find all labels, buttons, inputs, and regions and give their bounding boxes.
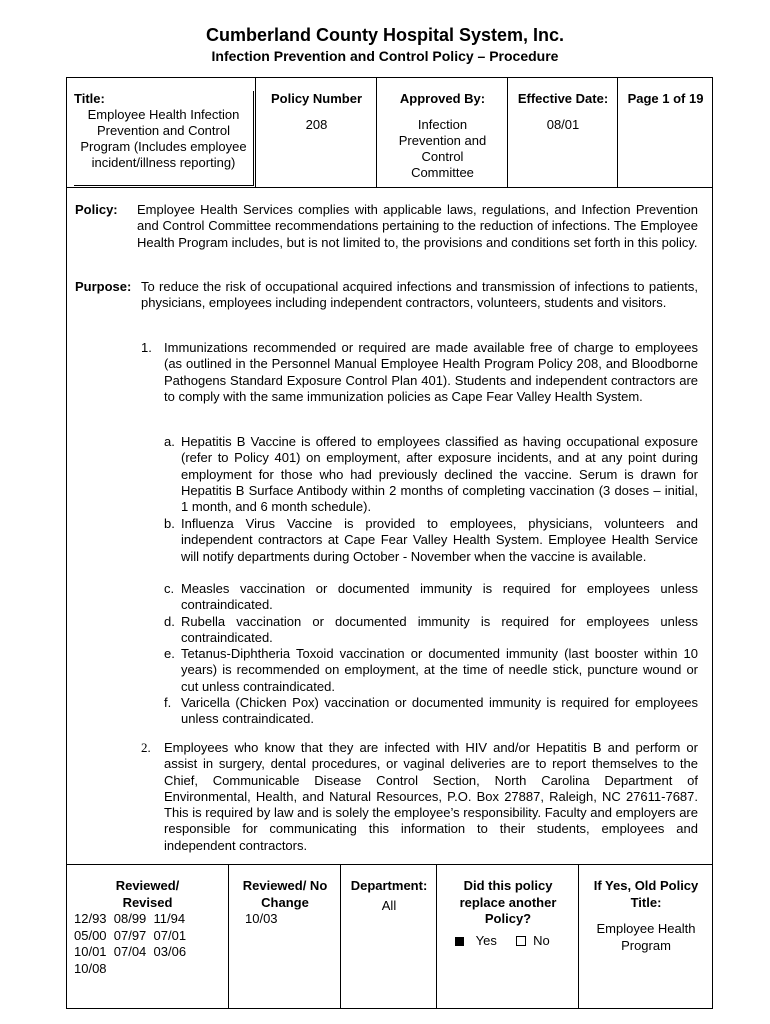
- policy-info-table: [67, 78, 712, 188]
- replace-cell: [436, 865, 579, 1009]
- subitem-text: Rubella vaccination or documented immunity is required for employees unless contraindicated.: [181, 614, 698, 646]
- document-header: [0, 24, 770, 65]
- reviewed-revised-label: Reviewed/ Revised: [115, 878, 180, 910]
- subitem-text: Influenza Virus Vaccine is provided to employees, physicians, volunteers and independent contractors at Cape Fear Valley Health System. Employee Health Service will notify departments during October - November when the vaccine is available.: [181, 516, 698, 564]
- page-label: Page 1 of 19: [627, 91, 704, 106]
- item-number: 2.: [141, 740, 151, 755]
- item-text: Immunizations recommended or required are made available free of charge to employees (as outlined in the Personnel Manual Employee Health Program Policy 208, and Bloodborne Pathogens Standard Exposure Control Plan 401). Students and independent contractors are to comply with the same immunization policies as Cape Fear Valley Health System.: [164, 340, 698, 404]
- subitem-letter: a.: [164, 434, 175, 449]
- reviewed-nochange-value: 10/03: [245, 911, 278, 926]
- title-label: Title:: [74, 91, 105, 106]
- replace-options: [455, 933, 579, 950]
- unchecked-box-icon[interactable]: [516, 936, 526, 946]
- approved-by-cell: [376, 78, 508, 187]
- subitem-text: Varicella (Chicken Pox) vaccination or documented immunity is required for employees unless contraindicated.: [181, 695, 698, 727]
- reviewed-revised-dates: [74, 911, 228, 977]
- department-cell: [340, 865, 437, 1009]
- policy-type: Infection Prevention and Control Policy – Procedure: [211, 48, 559, 64]
- subitem-letter: f.: [164, 695, 172, 710]
- old-title-value: Employee Health Program: [596, 921, 696, 953]
- checked-box-icon[interactable]: [455, 937, 464, 946]
- effective-date-value: 08/01: [546, 117, 580, 132]
- no-label: No: [533, 932, 550, 948]
- department-value: All: [381, 897, 397, 913]
- subitem-letter: b.: [164, 516, 175, 531]
- subitem-letter: e.: [164, 646, 175, 661]
- subitem-text: Measles vaccination or documented immunity is required for employees unless contraindicated.: [181, 581, 698, 613]
- policy-number-value: 208: [305, 117, 328, 132]
- title-value: Employee Health Infection Prevention and Control Program (Includes employee incident/illness reporting): [80, 107, 247, 170]
- subitem-text: Tetanus-Diphtheria Toxoid vaccination or documented immunity (last booster within 10 years) is recommended on employment, at the time of needle stick, puncture wound or cut unless contraindicated.: [181, 646, 698, 694]
- effective-date-label: Effective Date:: [517, 91, 609, 106]
- purpose-text: To reduce the risk of occupational acquired infections and transmission of infections to patients, physicians, employees including independent contractors, volunteers, students and visitors.: [141, 279, 698, 311]
- subitem-text: Hepatitis B Vaccine is offered to employees classified as having occupational exposure (refer to Policy 401) on employment, after exposure incidents, and at any point during employment for those who had previously declined the vaccine. Serum is drawn for Hepatitis B Surface Antibody within 2 months of completing vaccination (3 doses – initial, 1 month, and 6 month schedule).: [181, 434, 698, 515]
- effective-date-cell: [507, 78, 618, 187]
- item-number: 1.: [141, 340, 152, 355]
- revision-dates-line: 12/93 08/99 11/94: [74, 911, 186, 926]
- reviewed-nochange-label: Reviewed/ No Change: [242, 878, 328, 910]
- revision-dates-line: 05/00 07/97 07/01: [74, 927, 187, 943]
- policy-text: Employee Health Services complies with applicable laws, regulations, and Infection Prevention and Control Committee recommendations pertaining to the reduction of infections. The Employee Health Program includes, but is not limited to, the provisions and conditions set forth in this policy.: [137, 202, 698, 250]
- policy-label: Policy:: [75, 202, 118, 217]
- subitem-letter: c.: [164, 581, 175, 596]
- department-label: Department:: [350, 878, 428, 893]
- purpose-label: Purpose:: [75, 279, 132, 294]
- old-title-cell: [578, 865, 713, 1009]
- old-title-label: If Yes, Old Policy Title:: [593, 878, 699, 910]
- policy-number-cell: [255, 78, 377, 187]
- review-table: [67, 864, 712, 1009]
- approved-by-value: Infection Prevention and Control Committee: [398, 117, 487, 180]
- item-text: Employees who know that they are infected with HIV and/or Hepatitis B and perform or assist in surgery, dental procedures, or vaginal deliveries are to report themselves to the Chief, Communicable Disease Control Section, North Carolina Department of Environmental, Health, and Natural Resources, P.O. Box 27887, Raleigh, NC 27611-7687. This is required by law and is solely the employee’s responsibility. Faculty and employers are responsible for communicating this information to their students, employees and independent contractors.: [164, 740, 698, 853]
- yes-label: Yes: [475, 932, 497, 948]
- policy-number-label: Policy Number: [270, 91, 363, 106]
- subitem-letter: d.: [164, 614, 175, 629]
- replace-label: Did this policy replace another Policy?: [459, 878, 557, 926]
- page-cell: [617, 78, 713, 187]
- title-box: [74, 91, 254, 186]
- approved-by-label: Approved By:: [399, 91, 486, 106]
- policy-frame: [66, 77, 713, 1009]
- title-cell: [67, 78, 255, 187]
- hospital-name: Cumberland County Hospital System, Inc.: [205, 25, 565, 45]
- reviewed-revised-cell: [67, 865, 228, 1009]
- reviewed-nochange-cell: [228, 865, 341, 1009]
- revision-dates-line: 10/08: [74, 960, 107, 976]
- revision-dates-line: 10/01 07/04 03/06: [74, 944, 187, 959]
